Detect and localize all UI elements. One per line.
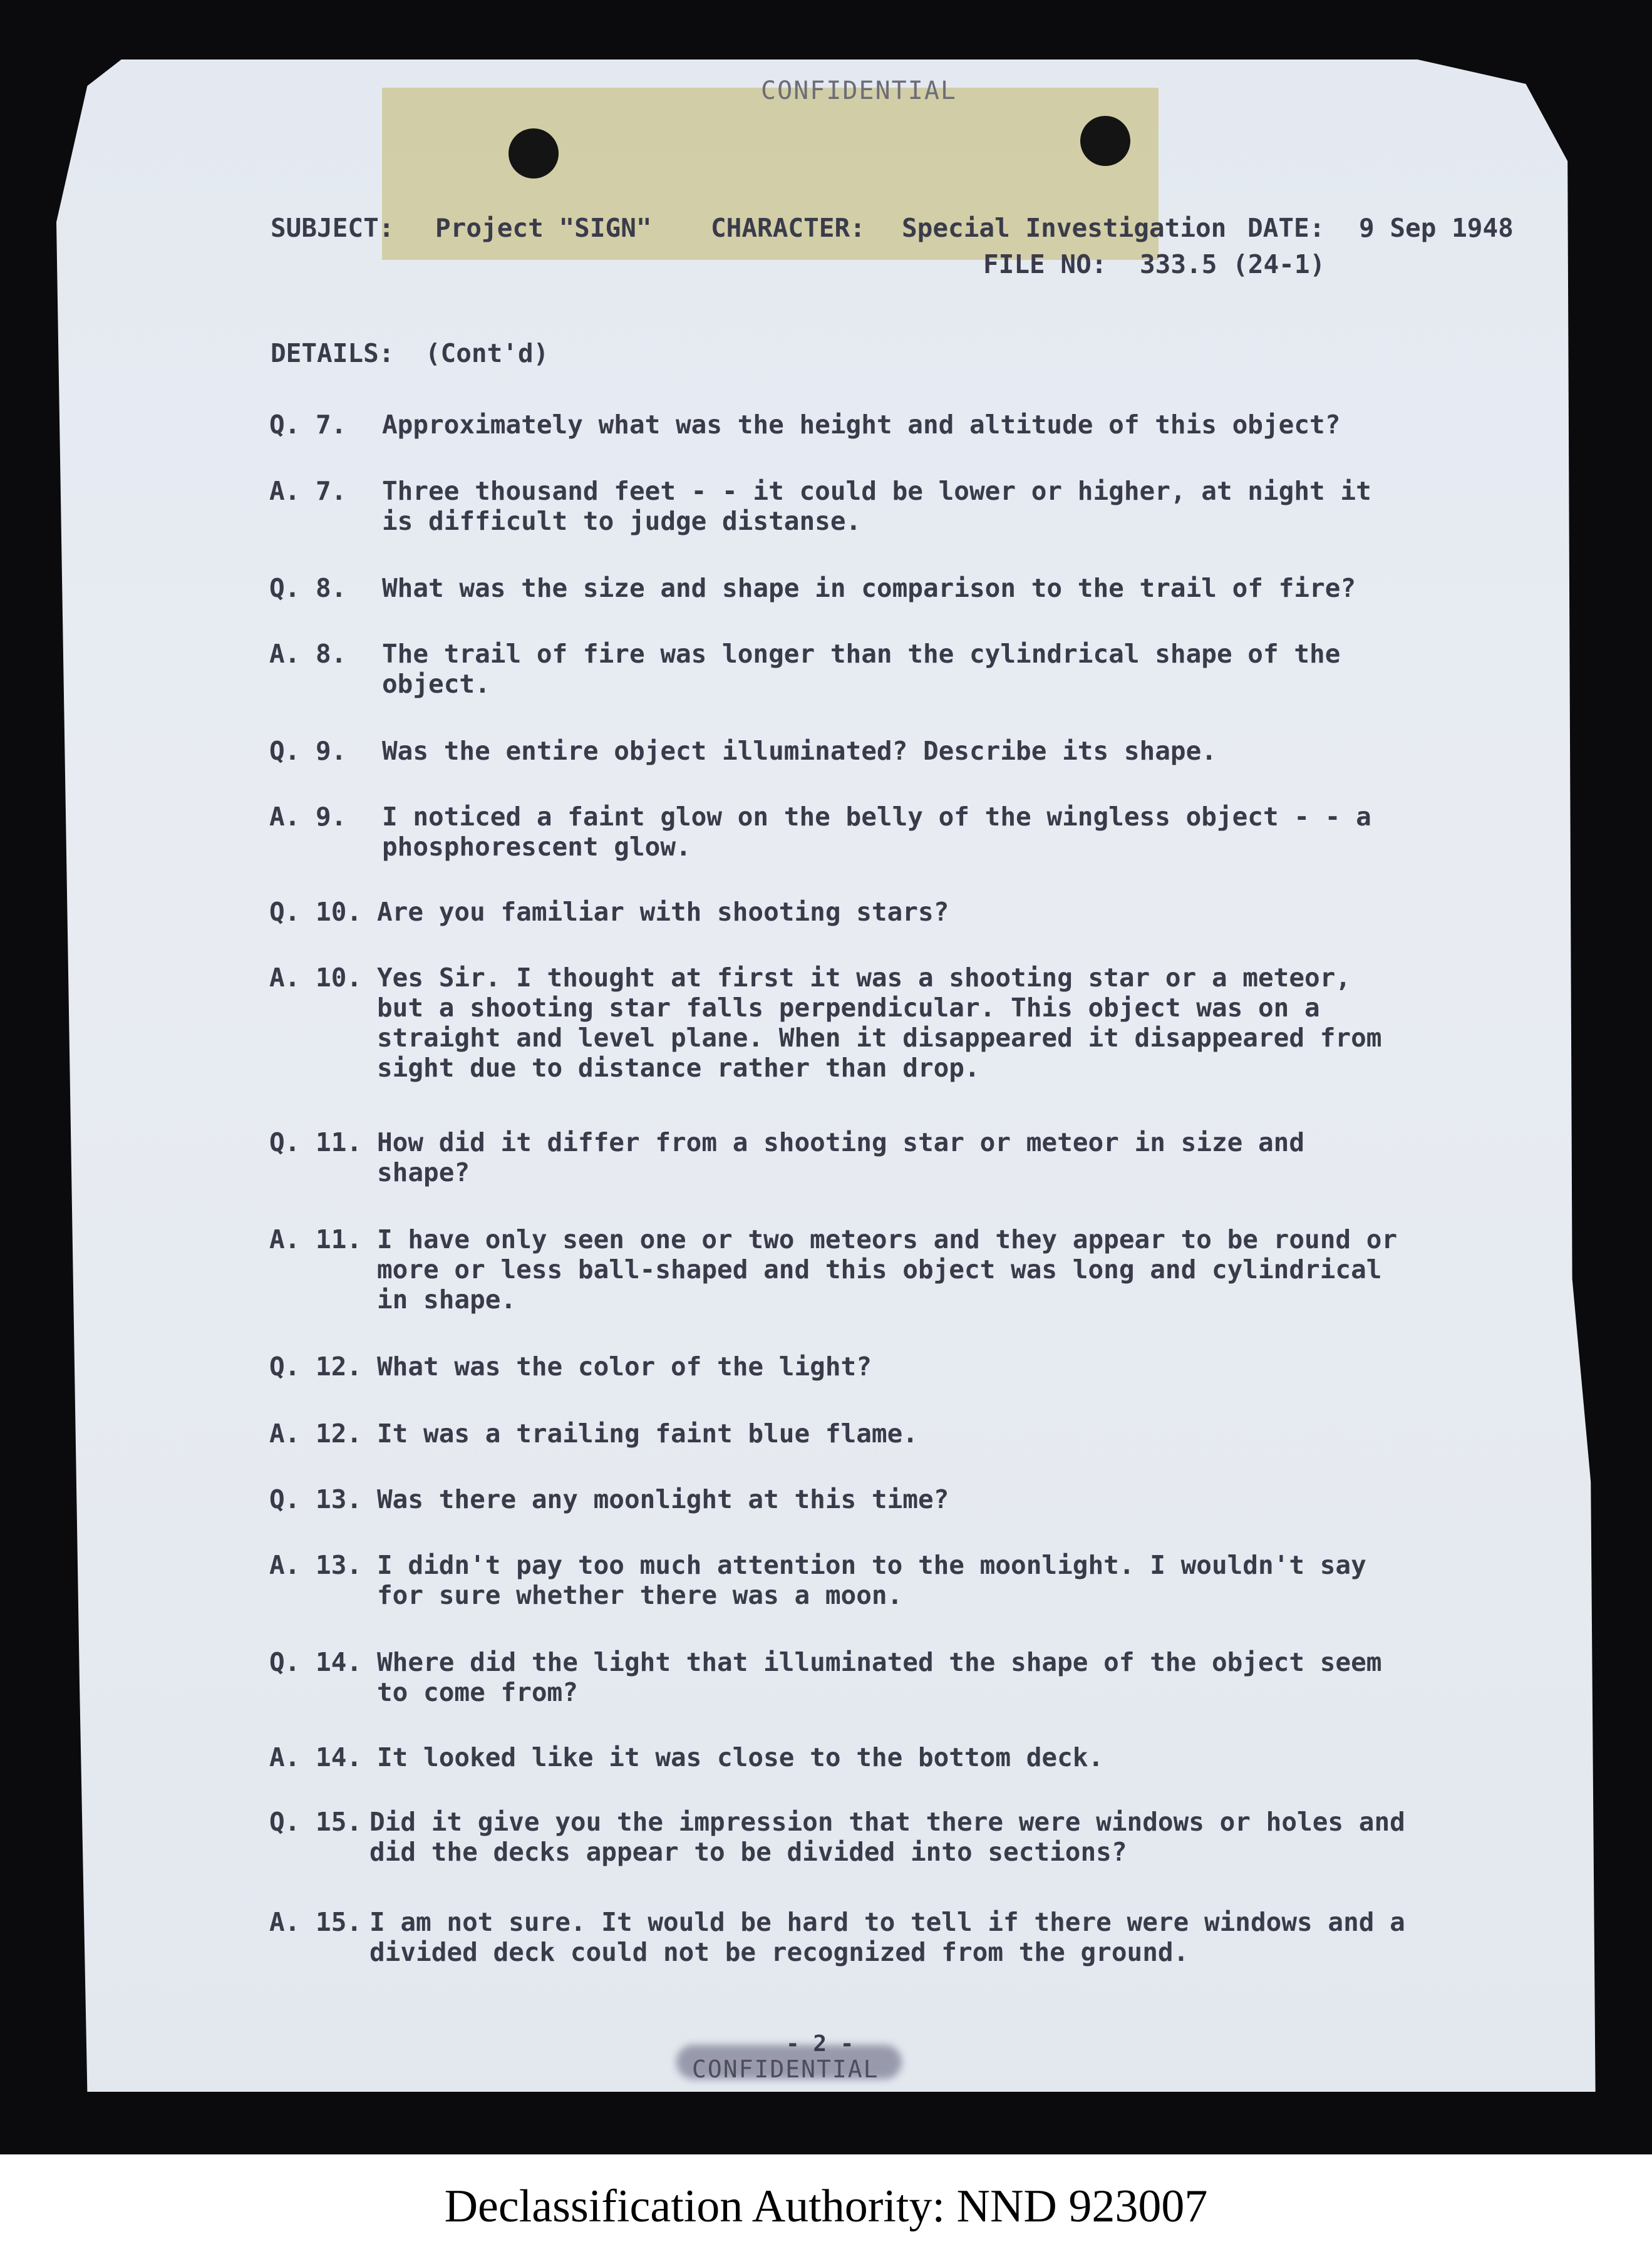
question-label: Q. 8. [269, 573, 347, 603]
details-heading: DETAILS: (Cont'd) [271, 338, 549, 368]
answer-label: A. 11. [269, 1224, 363, 1254]
answer-text: The trail of fire was longer than the cylindrical shape of the object. [382, 639, 1341, 699]
page-number: - 2 - [786, 2031, 854, 2057]
confidential-stamp-bottom: CONFIDENTIAL [692, 2055, 879, 2083]
answer-label: A. 8. [269, 639, 347, 669]
question-label: Q. 9. [269, 736, 347, 766]
answer-text: I noticed a faint glow on the belly of the wingless object - - a phosphorescent glow. [382, 802, 1371, 862]
character-label: CHARACTER: [711, 213, 865, 243]
answer-label: A. 13. [269, 1550, 363, 1580]
file-number-value: 333.5 (24-1) [1140, 249, 1326, 279]
question-text: Was there any moonlight at this time? [377, 1484, 949, 1514]
question-label: Q. 12. [269, 1352, 363, 1382]
question-text: Was the entire object illuminated? Describe its shape. [382, 736, 1217, 766]
question-text: What was the size and shape in comparison to the trail of fire? [382, 573, 1356, 603]
answer-label: A. 12. [269, 1419, 363, 1449]
question-label: Q. 7. [269, 410, 347, 440]
question-label: Q. 14. [269, 1647, 363, 1677]
subject-value: Project "SIGN" [435, 213, 652, 243]
answer-label: A. 15. [269, 1907, 363, 1937]
declassification-authority: Declassification Authority: NND 923007 [444, 2181, 1208, 2232]
question-label: Q. 10. [269, 897, 363, 927]
answer-text: Yes Sir. I thought at first it was a shooting star or a meteor, but a shooting star falls perpendicular. This object was on a straight and level plane. When it disappeared it disappeared from sight due to distance rather than drop. [377, 963, 1382, 1083]
question-text: Where did the light that illuminated the shape of the object seem to come from? [377, 1647, 1382, 1707]
question-text: What was the color of the light? [377, 1352, 872, 1382]
answer-text: I have only seen one or two meteors and they appear to be round or more or less ball-shaped and this object was long and cylindrical in shape. [377, 1224, 1398, 1315]
answer-text: I am not sure. It would be hard to tell if there were windows and a divided deck could not be recognized from the ground. [369, 1907, 1405, 1967]
answer-text: Three thousand feet - - it could be lower or higher, at night it is difficult to judge distanse. [382, 476, 1371, 536]
question-label: Q. 15. [269, 1807, 363, 1837]
question-text: How did it differ from a shooting star or meteor in size and shape? [377, 1127, 1305, 1187]
question-text: Did it give you the impression that there were windows or holes and did the decks appear to be divided into sections? [369, 1807, 1405, 1867]
question-label: Q. 11. [269, 1127, 363, 1157]
punch-hole [509, 128, 559, 178]
answer-text: It looked like it was close to the bottom deck. [377, 1742, 1104, 1772]
character-value: Special Investigation [902, 213, 1227, 243]
subject-label: SUBJECT: [271, 213, 395, 243]
answer-label: A. 14. [269, 1742, 363, 1772]
answer-text: It was a trailing faint blue flame. [377, 1419, 918, 1449]
confidential-stamp-top: CONFIDENTIAL [761, 76, 957, 105]
question-text: Are you familiar with shooting stars? [377, 897, 949, 927]
answer-label: A. 9. [269, 802, 347, 832]
punch-hole [1080, 116, 1130, 166]
answer-text: I didn't pay too much attention to the moonlight. I wouldn't say for sure whether there was a moon. [377, 1550, 1366, 1610]
question-label: Q. 13. [269, 1484, 363, 1514]
date-label: DATE: [1247, 213, 1325, 243]
answer-label: A. 7. [269, 476, 347, 506]
answer-label: A. 10. [269, 963, 363, 993]
question-text: Approximately what was the height and altitude of this object? [382, 410, 1341, 440]
file-number-label: FILE NO: [983, 249, 1107, 279]
date-value: 9 Sep 1948 [1359, 213, 1514, 243]
